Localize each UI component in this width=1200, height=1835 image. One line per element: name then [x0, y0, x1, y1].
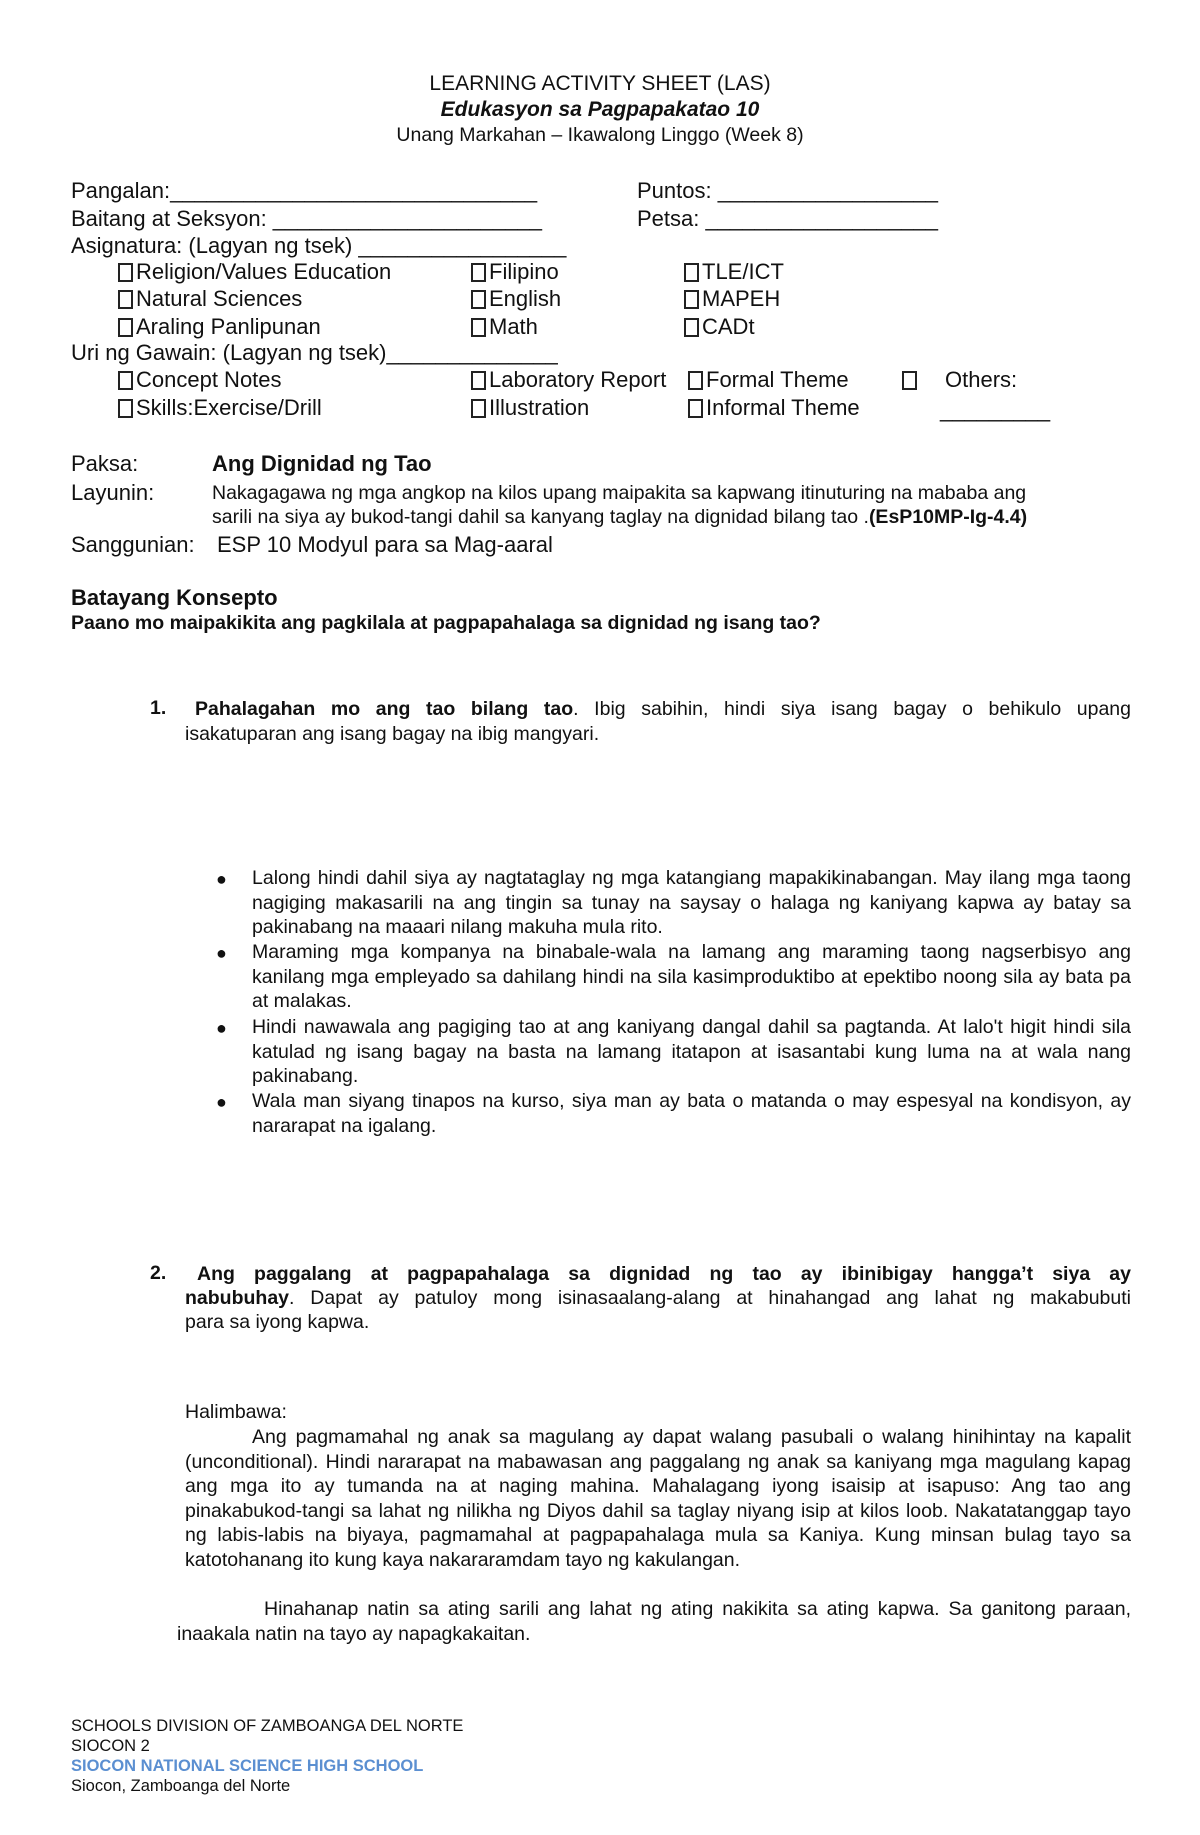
- checkbox[interactable]: [118, 318, 133, 337]
- bullet-1-text: Lalong hindi dahil siya ay nagtataglay ng mga katangiang mapakikinabangan. May ilang mga taong nagiging makasarili na ang tingin sa tunay na saysay o halaga ng kaniyang kapwa ay batay sa pakinabang na maaari nilang makuha mula rito.: [252, 867, 1131, 938]
- checkbox[interactable]: [471, 263, 486, 282]
- date-field[interactable]: Petsa: ___________________: [637, 206, 938, 231]
- option-label: Filipino: [489, 259, 559, 284]
- name-field[interactable]: Pangalan:______________________________: [71, 178, 538, 203]
- activity-option-informal-theme[interactable]: [688, 395, 860, 421]
- checkbox[interactable]: [684, 290, 699, 309]
- item-2-line-1: Ang paggalang at pagpapahalaga sa dignidad ng tao ay ibinibigay hangga’t siya ay: [197, 1263, 1131, 1285]
- item-2-number: 2.: [150, 1262, 167, 1284]
- checkbox[interactable]: [684, 318, 699, 337]
- footer-division: SCHOOLS DIVISION OF ZAMBOANGA DEL NORTE: [71, 1717, 464, 1735]
- objective-text: sarili na siya ay bukod-tangi dahil sa kanyang taglay na dignidad bilang tao .: [212, 506, 869, 528]
- activity-check-label: Uri ng Gawain: (Lagyan ng tsek)______________: [71, 340, 558, 365]
- topic-value: Ang Dignidad ng Tao: [212, 451, 432, 476]
- activity-option-lab-report[interactable]: [471, 367, 666, 393]
- sheet-title: LEARNING ACTIVITY SHEET (LAS): [429, 72, 771, 95]
- objective-code: (EsP10MP-Ig-4.4): [868, 506, 1028, 528]
- footer-address: Siocon, Zamboanga del Norte: [71, 1777, 291, 1795]
- checkbox[interactable]: [688, 399, 703, 418]
- activity-option-skills[interactable]: [118, 395, 322, 421]
- reference-value: ESP 10 Modyul para sa Mag-aaral: [217, 532, 553, 557]
- item-1-line-1: [195, 697, 1131, 722]
- section-field[interactable]: Baitang at Seksyon: ______________________: [71, 206, 542, 231]
- checkbox[interactable]: [118, 399, 133, 418]
- objective-line-2: [212, 506, 1027, 529]
- item-1-number: 1.: [150, 697, 167, 719]
- bullet-3-text: Hindi nawawala ang pagiging tao at ang kaniyang dangal dahil sa pagtanda. At lalo't higit hindi sila katulad ng isang bagay na basta na lamang itatapon at isasantabi kung luma na at wala nang pakinabang.: [252, 1016, 1131, 1087]
- activity-option-illustration[interactable]: [471, 395, 589, 421]
- activity-option-others[interactable]: [902, 367, 1017, 393]
- subject-option-science[interactable]: [118, 286, 302, 312]
- score-field[interactable]: Puntos: __________________: [637, 178, 938, 203]
- option-label: Skills:Exercise/Drill: [136, 395, 322, 420]
- subject-option-tle[interactable]: [684, 259, 784, 285]
- subject-option-religion[interactable]: [118, 259, 391, 285]
- option-label: TLE/ICT: [702, 259, 784, 284]
- option-label: Formal Theme: [706, 367, 849, 392]
- example-label: Halimbawa:: [185, 1401, 287, 1423]
- subject-option-english[interactable]: [471, 286, 561, 312]
- item-1-bold: Pahalagahan mo ang tao bilang tao: [195, 698, 574, 720]
- example-paragraph-2: Hinahanap natin sa ating sarili ang lahat ng ating nakikita sa ating kapwa. Sa ganitong paraan, inaakala natin na tayo ay napagkakaitan.: [177, 1598, 1131, 1645]
- quarter-label: Unang Markahan – Ikawalong Linggo (Week 8): [396, 124, 804, 146]
- bullet-2-text: Maraming mga kompanya na binabale-wala na lamang ang maraming taong nagserbisyo ang kanilang mga empleyado sa dahilang hindi na sila kasimproduktibo at epektibo noong sila ay bata pa at malakas.: [252, 941, 1131, 1012]
- option-label: Informal Theme: [706, 395, 860, 420]
- item-2-line-3: para sa iyong kapwa.: [185, 1311, 370, 1333]
- checkbox[interactable]: [902, 371, 917, 390]
- others-blank[interactable]: _________: [940, 397, 1051, 422]
- activity-option-formal-theme[interactable]: [688, 367, 849, 393]
- option-label: MAPEH: [702, 286, 781, 311]
- activity-option-concept-notes[interactable]: [118, 367, 282, 393]
- option-label: Others:: [945, 367, 1018, 392]
- subject-option-cadt[interactable]: [684, 314, 755, 340]
- item-1-line-2: isakatuparan ang isang bagay na ibig mangyari.: [185, 723, 600, 745]
- option-label: Math: [489, 314, 538, 339]
- item-1-rest: . Ibig sabihin, hindi siya isang bagay o behikulo upang: [573, 698, 1131, 720]
- bullet-dot: ●: [216, 1092, 227, 1112]
- item-2-bold: nabubuhay: [185, 1287, 290, 1309]
- item-2-line-2: [185, 1286, 1131, 1311]
- example-paragraph-1: Ang pagmamahal ng anak sa magulang ay dapat walang pasubali o walang hinihintay na kapalit (unconditional). Hindi nararapat na mabawasan ang paggalang ng anak sa kaniyang mga magulang kapag ang mga ito ay tumanda na at naging mahina. Mahalagang iyong isaisip at isapuso: Ang tao ang pinakabukod-tangi sa lahat ng nilikha ng Diyos dahil sa taglay niyang isip at kilos loob. Nakatatanggap tayo ng labis-labis na biyaya, pagmamahal at pagpapahalaga mula sa Kaniya. Kung minsan bulag tayo sa katotohanang ito kung kaya nakararamdam tayo ng kakulangan.: [185, 1426, 1131, 1571]
- section-heading: Batayang Konsepto: [71, 585, 278, 610]
- subject-check-label: Asignatura: (Lagyan ng tsek) _________________: [71, 233, 567, 258]
- topic-label: Paksa:: [71, 451, 139, 476]
- bullet-dot: ●: [216, 1018, 227, 1038]
- option-label: Natural Sciences: [136, 286, 303, 311]
- subject-title: Edukasyon sa Pagpapakatao 10: [440, 98, 760, 121]
- checkbox[interactable]: [688, 371, 703, 390]
- option-label: Concept Notes: [136, 367, 282, 392]
- bullet-4-text: Wala man siyang tinapos na kurso, siya man ay bata o matanda o may espesyal na kondisyon, ay nararapat na igalang.: [252, 1090, 1131, 1137]
- objective-line-1: Nakagagawa ng mga angkop na kilos upang maipakita sa kapwang itinuturing na mababa ang: [212, 482, 1027, 504]
- objective-label: Layunin:: [71, 480, 155, 505]
- checkbox[interactable]: [684, 263, 699, 282]
- option-label: Araling Panlipunan: [136, 314, 321, 339]
- checkbox[interactable]: [118, 290, 133, 309]
- subject-option-ap[interactable]: [118, 314, 321, 340]
- bullet-dot: ●: [216, 869, 227, 889]
- reference-label: Sanggunian:: [71, 532, 195, 557]
- guiding-question: Paano mo maipakikita ang pagkilala at pagpapahalaga sa dignidad ng isang tao?: [71, 612, 821, 634]
- subject-option-math[interactable]: [471, 314, 538, 340]
- option-label: Religion/Values Education: [136, 259, 392, 284]
- bullet-dot: ●: [216, 943, 227, 963]
- item-2-rest: . Dapat ay patuloy mong isinasaalang-alang at hinahangad ang lahat ng makabubuti: [289, 1287, 1131, 1309]
- option-label: Illustration: [489, 395, 590, 420]
- option-label: CADt: [702, 314, 755, 339]
- option-label: English: [489, 286, 562, 311]
- checkbox[interactable]: [471, 318, 486, 337]
- subject-option-mapeh[interactable]: [684, 286, 780, 312]
- checkbox[interactable]: [118, 371, 133, 390]
- option-label: Laboratory Report: [489, 367, 667, 392]
- footer-district: SIOCON 2: [71, 1737, 150, 1755]
- checkbox[interactable]: [471, 290, 486, 309]
- checkbox[interactable]: [118, 263, 133, 282]
- subject-option-filipino[interactable]: [471, 259, 559, 285]
- checkbox[interactable]: [471, 399, 486, 418]
- footer-school-name: SIOCON NATIONAL SCIENCE HIGH SCHOOL: [71, 1757, 424, 1775]
- checkbox[interactable]: [471, 371, 486, 390]
